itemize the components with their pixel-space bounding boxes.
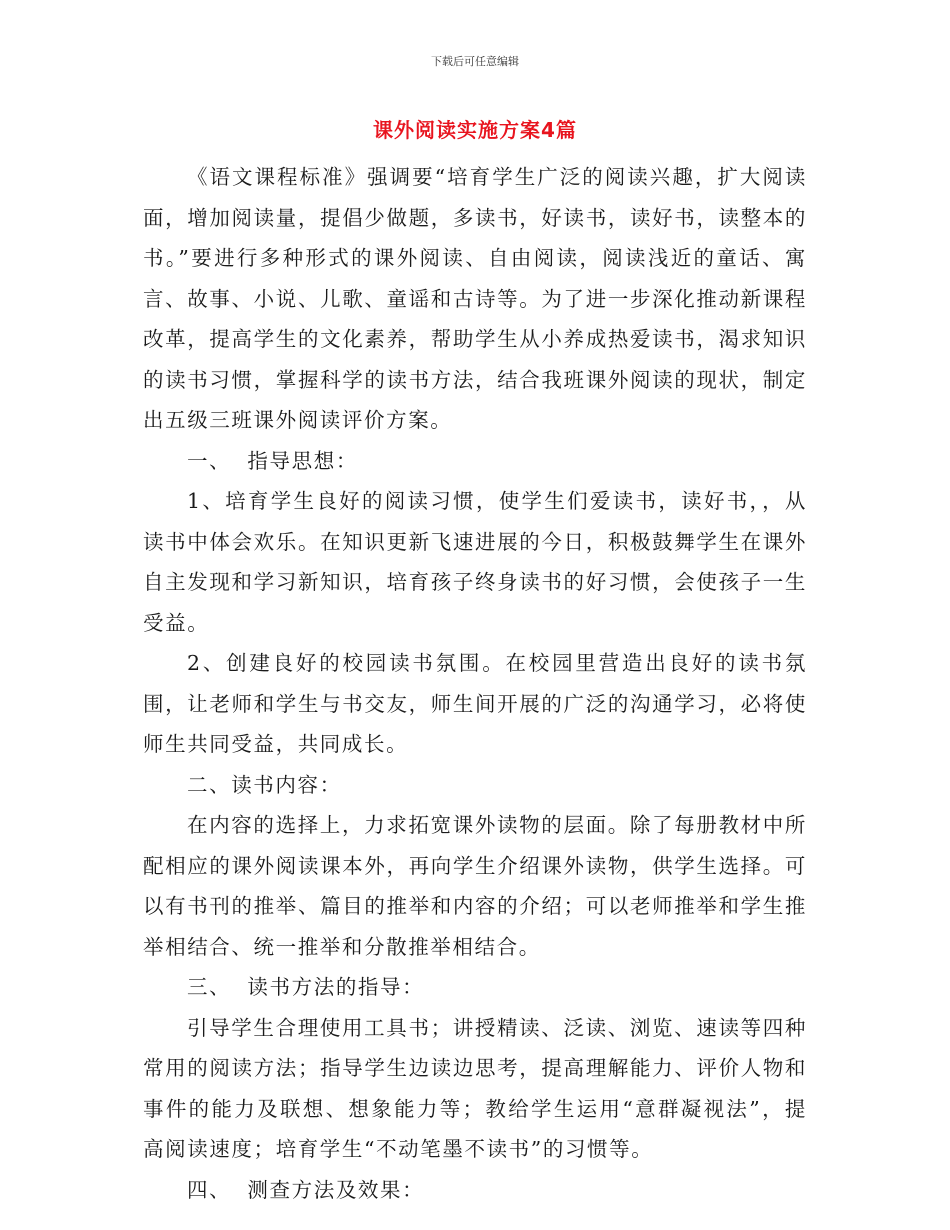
document-body (143, 157, 807, 1210)
guiding-point-1-paragraph: 1、培育学生良好的阅读习惯，使学生们爱读书，读好书，，从读书中体会欢乐。在知识更新飞速进展的今日，积极鼓舞学生在课外自主发现和学习新知识，培育孩子终身读书的好习惯，会使孩子一生受益。 (143, 489, 807, 635)
section-heading-guiding-thought: 一、 指导思想： (187, 448, 358, 473)
reading-content-paragraph: 在内容的选择上，力求拓宽课外读物的层面。除了每册教材中所配相应的课外阅读课本外，再向学生介绍课外读物，供学生选择。可以有书刊的推举、篇目的推举和内容的介绍；可以老师推举和学生推举相结合、统一推举和分散推举相结合。 (143, 813, 807, 959)
intro-paragraph: 《语文课程标准》强调要“培育学生广泛的阅读兴趣，扩大阅读面，增加阅读量，提倡少做题，多读书，好读书，读好书，读整本的书。”要进行多种形式的课外阅读、自由阅读，阅读浅近的童话、寓言、故事、小说、儿歌、童谣和古诗等。为了进一步深化推动新课程改革，提高学生的文化素养，帮助学生从小养成热爱读书，渴求知识的读书习惯，掌握科学的读书方法，结合我班课外阅读的现状，制定出五级三班课外阅读评价方案。 (143, 165, 807, 432)
page-header-note: 下载后可任意编辑 (431, 55, 519, 68)
document-title: 课外阅读实施方案4篇 (373, 118, 577, 142)
section-heading-assessment: 四、 测查方法及效果： (187, 1177, 425, 1202)
section-heading-reading-content: 二、读书内容： (187, 772, 342, 797)
guiding-point-2-paragraph: 2、创建良好的校园读书氛围。在校园里营造出良好的读书氛围，让老师和学生与书交友，师生间开展的广泛的沟通学习，必将使师生共同受益，共同成长。 (143, 651, 807, 756)
reading-methods-paragraph: 引导学生合理使用工具书；讲授精读、泛读、浏览、速读等四种常用的阅读方法；指导学生边读边思考，提高理解能力、评价人物和事件的能力及联想、想象能力等；教给学生运用“意群凝视法”，提高阅读速度；培育学生“不动笔墨不读书”的习惯等。 (143, 1015, 807, 1161)
section-heading-reading-methods: 三、 读书方法的指导： (187, 975, 425, 999)
